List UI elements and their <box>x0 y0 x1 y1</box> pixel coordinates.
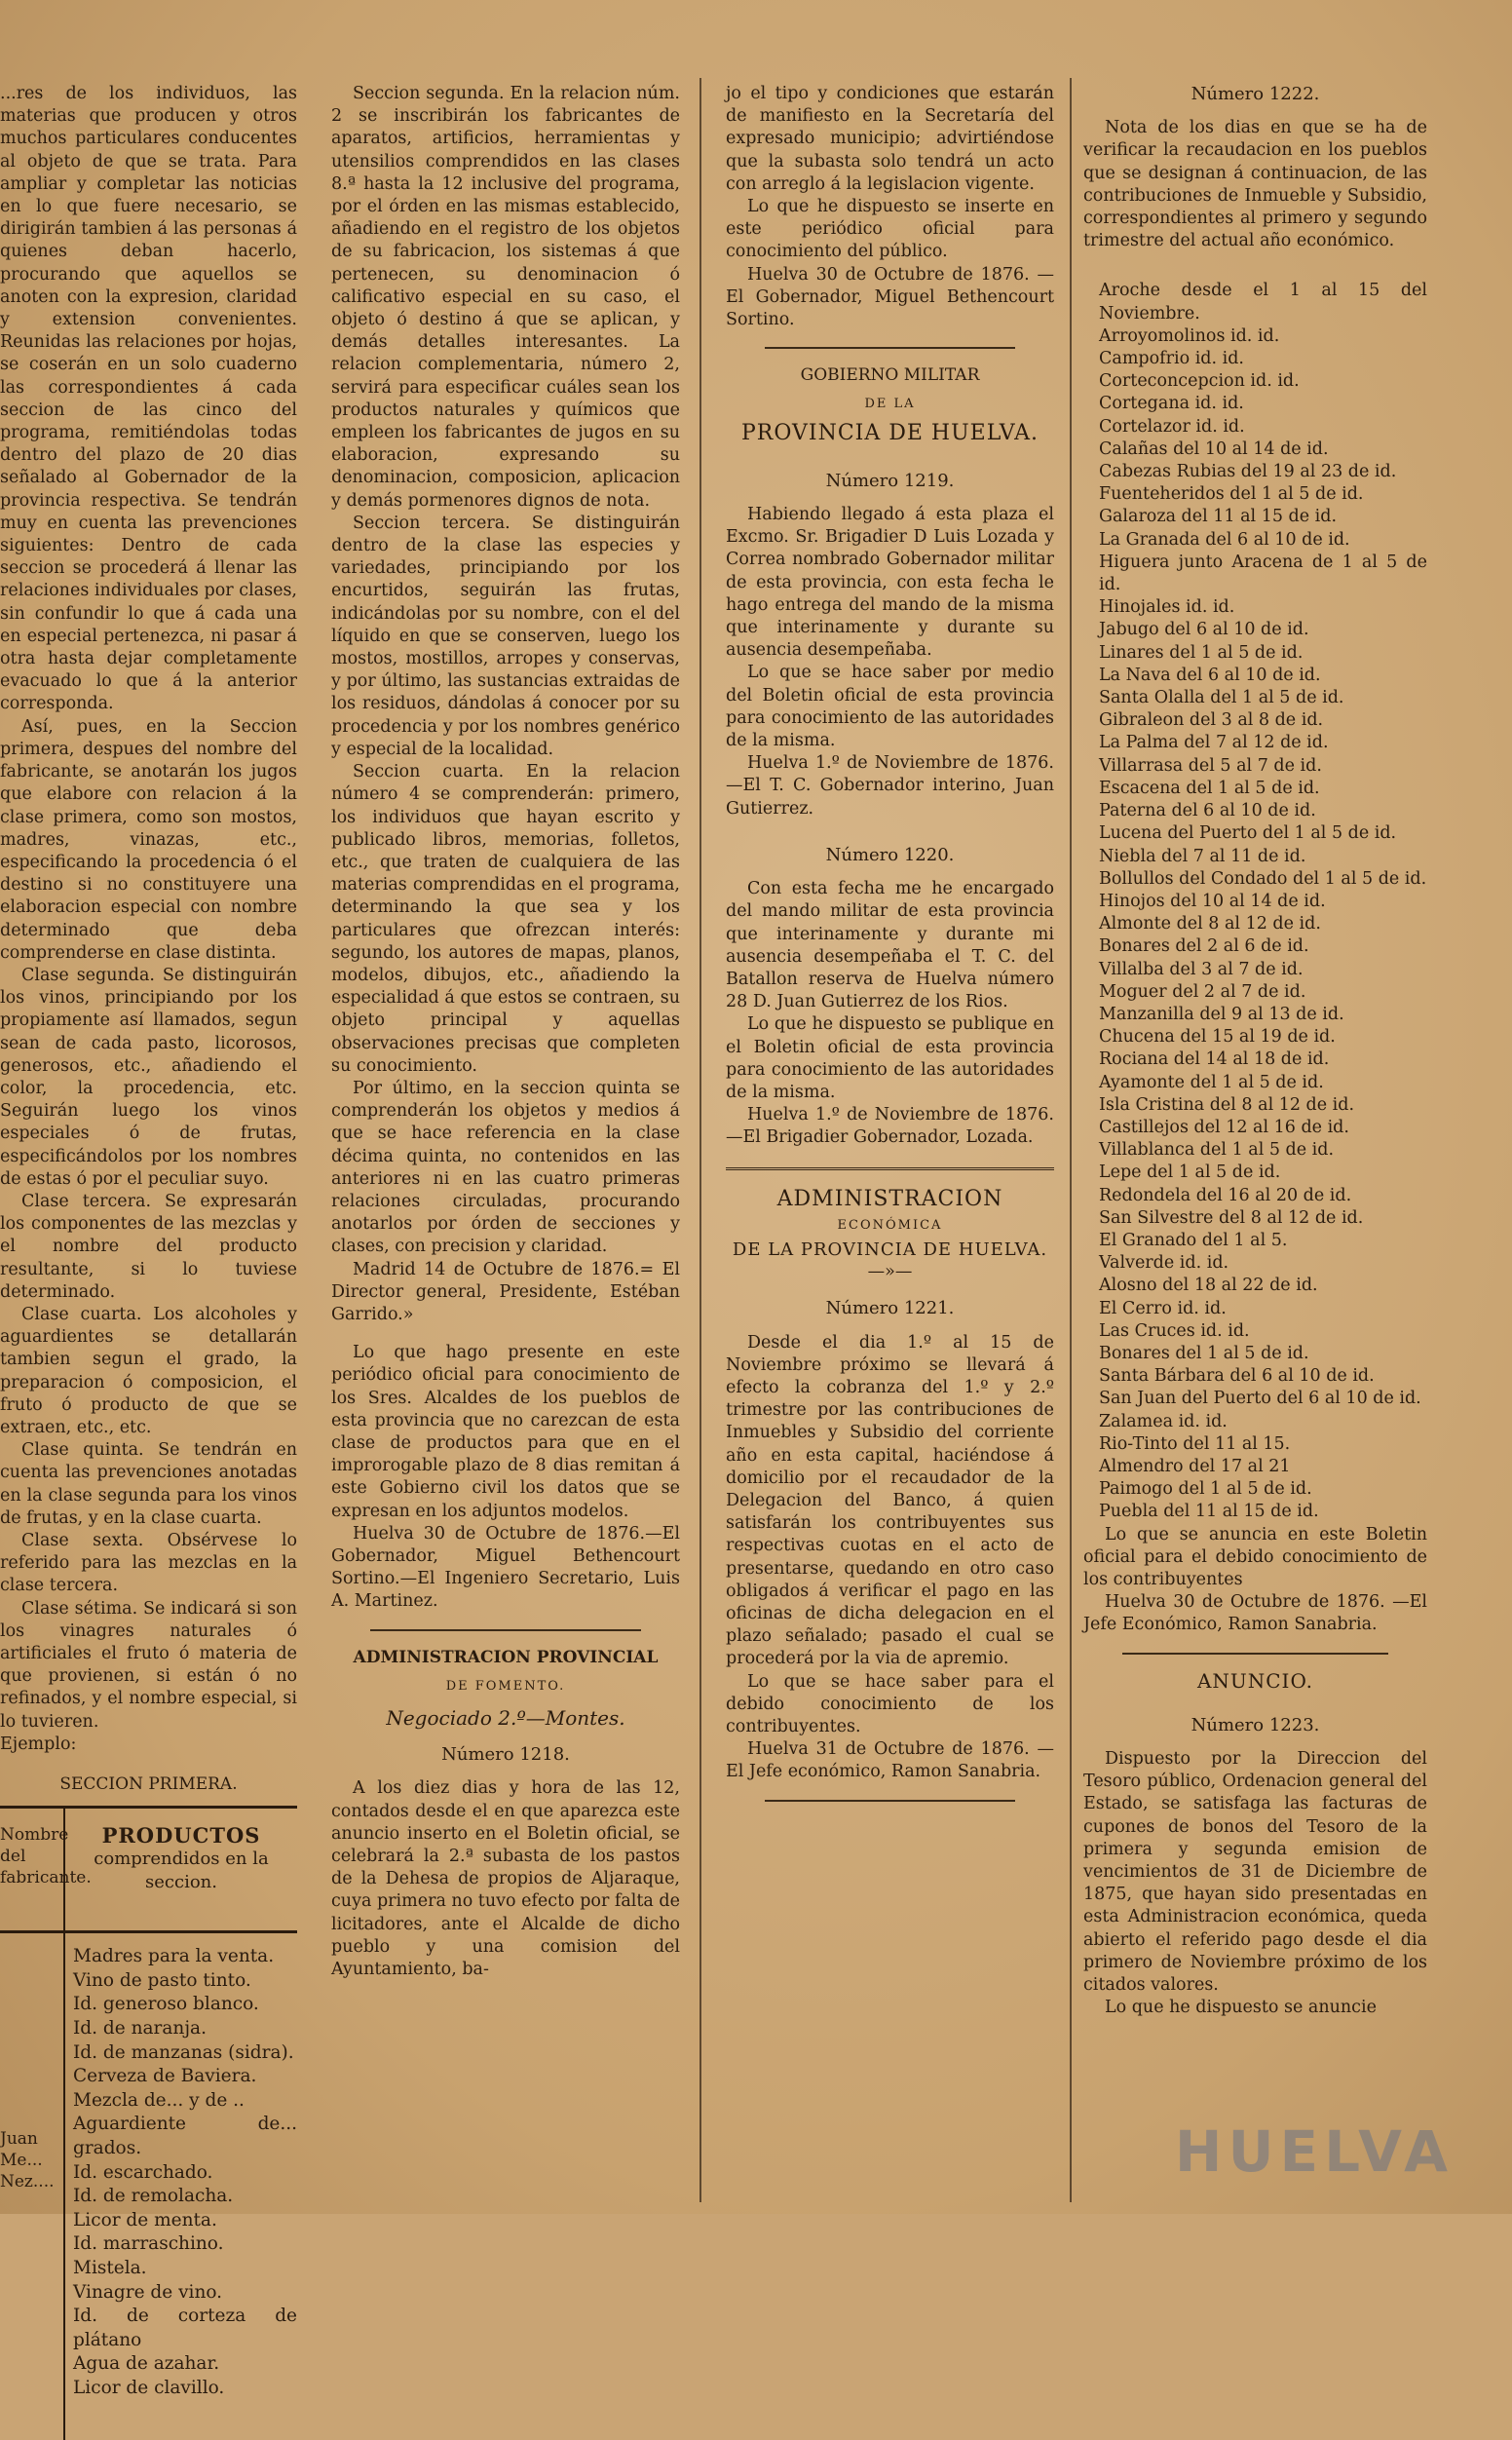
pueblo-item: Bonares del 1 al 5 de id. <box>1099 1343 1309 1363</box>
products-header-sub: comprendidos en la seccion. <box>94 1849 269 1893</box>
paragraph: Clase segunda. Se distinguirán los vinos, principiando por los propiamente así llamados, segun sean de cada pasto, licorosos, generosos, etc., añadiendo el color, la procedencia, etc. Seguirán luego los vinos especiales ó de frutas, especificándolos por los nombres de estas ó por el peculiar suyo. <box>0 965 297 1189</box>
pueblo-item: Paimogo del 1 al 5 de id. <box>1099 1479 1312 1500</box>
paragraph: Lo que se hace saber por medio del Boletin oficial de esta provincia para conocimiento de las autoridades de la misma. <box>726 663 1054 751</box>
product-item: Id. de corteza de plátano <box>73 2306 297 2350</box>
table-header <box>0 1806 297 1933</box>
pueblo-item: La Nava del 6 al 10 de id. <box>1099 665 1321 685</box>
pueblo-item: Las Cruces id. id. <box>1099 1320 1250 1341</box>
notice-number: Número 1221. <box>825 1298 955 1319</box>
example-label: Ejemplo: <box>0 1734 77 1754</box>
paragraph: Clase sexta. Obsérvese lo referido para las mezclas en la clase tercera. <box>0 1531 297 1596</box>
column-rule <box>1070 78 1072 2202</box>
product-item: Id. de naranja. <box>73 2018 207 2040</box>
paragraph: Seccion tercera. Se distinguirán dentro de la clase las especies y variedades, principiando por los encurtidos, seguirán las frutas, indicándolas por su nombre, con el del líquido en que se conserven, luego los mostos, mostillos, arropes y conservas, y por último, las sustancias extraidas de los residuos, dándolas á conocer por su procedencia y por los nombres genérico y especial de la localidad. <box>331 513 680 759</box>
products-header-title: PRODUCTOS <box>101 1823 261 1849</box>
pueblo-item: Rio-Tinto del 11 al 15. <box>1099 1433 1291 1454</box>
pueblo-item: Niebla del 7 al 11 de id. <box>1099 846 1306 866</box>
column-rule <box>699 78 701 2202</box>
product-item: Agua de azahar. <box>73 2353 220 2375</box>
fomento-title: ADMINISTRACION PROVINCIAL <box>353 1647 659 1667</box>
pueblo-item: Zalamea id. id. <box>1099 1411 1228 1431</box>
paragraph: Lo que hago presente en este periódico oficial para conocimiento de los Sres. Alcaldes de los pueblos de esta provincia que no carezcan de esta clase de productos para que en el improrogable plazo de 8 dias remitan á este Gobierno civil los datos que se expresan en los adjuntos modelos. <box>331 1343 680 1521</box>
section-title: SECCION PRIMERA. <box>59 1774 238 1795</box>
notice-number: Número 1223. <box>1191 1714 1320 1735</box>
paragraph: Lo que se hace saber para el debido conocimiento de los contribuyentes. <box>726 1671 1054 1736</box>
pueblo-item: Cortegana id. id. <box>1099 394 1244 414</box>
pueblo-item: Almonte del 8 al 12 de id. <box>1099 914 1321 934</box>
product-item: Vinagre de vino. <box>73 2281 223 2303</box>
pueblo-item: Lucena del Puerto del 1 al 5 de id. <box>1099 823 1397 844</box>
product-item: Id. de remolacha. <box>73 2186 234 2207</box>
pueblo-item: Aroche desde el 1 al 15 del Noviembre. <box>1099 281 1427 324</box>
pueblo-item: La Palma del 7 al 12 de id. <box>1099 733 1329 753</box>
fomento-subtitle: DE FOMENTO. <box>445 1678 566 1694</box>
column-3 <box>726 83 1054 1817</box>
pueblo-item: Santa Bárbara del 6 al 10 de id. <box>1099 1366 1375 1387</box>
paragraph: Así, pues, en la Seccion primera, despues del nombre del fabricante, se anotarán los jugos que elabore con relacion á la clase primera, como son mostos, madres, vinazas, etc., especificando la procedencia ó el destino si no constituyere una elaboracion especial con nombre determinado que deba comprenderse en clase distinta. <box>0 716 297 963</box>
signature: Huelva 1.º de Noviembre de 1876.—El Brigadier Gobernador, Lozada. <box>726 1105 1054 1148</box>
pueblo-item: Cortelazor id. id. <box>1099 416 1245 437</box>
paragraph: Madrid 14 de Octubre de 1876.= El Director general, Presidente, Estéban Garrido.» <box>331 1259 680 1324</box>
products-table <box>0 1806 297 2440</box>
paragraph: Clase cuarta. Los alcoholes y aguardientes se detallarán tambien segun el grado, la preparacion ó composicion, el fruto ó producto de que se extraen, etc., etc. <box>0 1304 297 1437</box>
notice-number: Número 1222. <box>1191 84 1320 104</box>
pueblo-item: San Juan del Puerto del 6 al 10 de id. <box>1099 1389 1421 1409</box>
pueblo-item: El Granado del 1 al 5. <box>1099 1230 1288 1250</box>
product-item: Madres para la venta. <box>73 1946 275 1967</box>
anuncio-title: ANUNCIO. <box>1196 1668 1314 1693</box>
paragraph: Lo que he dispuesto se inserte en este periódico oficial para conocimiento del público. <box>726 197 1054 262</box>
column-4 <box>1083 83 1427 2019</box>
product-item: Mezcla de... y de .. <box>73 2089 245 2111</box>
product-item: Licor de clavillo. <box>73 2377 225 2398</box>
pueblo-item: Manzanilla del 9 al 13 de id. <box>1099 1004 1344 1024</box>
separator <box>765 347 1015 349</box>
pueblo-item: Cabezas Rubias del 19 al 23 de id. <box>1099 462 1397 482</box>
pueblo-item: Fuenteheridos del 1 al 5 de id. <box>1099 484 1364 505</box>
pueblo-item: Villablanca del 1 al 5 de id. <box>1099 1140 1335 1161</box>
provincia-title: PROVINCIA DE HUELVA. <box>740 420 1039 445</box>
pueblo-item: Arroyomolinos id. id. <box>1099 325 1280 346</box>
fabricante-name: Juan Me... Nez.... <box>0 1933 65 2440</box>
pueblo-item: La Granada del 6 al 10 de id. <box>1099 529 1350 550</box>
pueblo-item: Rociana del 14 al 18 de id. <box>1099 1049 1330 1070</box>
pueblo-item: Linares del 1 al 5 de id. <box>1099 642 1304 663</box>
separator <box>370 1629 641 1631</box>
product-item: Id. de manzanas (sidra). <box>73 2041 294 2063</box>
notice-number: Número 1218. <box>441 1744 570 1766</box>
separator <box>1122 1653 1388 1655</box>
pueblo-item: Calañas del 10 al 14 de id. <box>1099 438 1329 459</box>
administracion-title: ADMINISTRACION <box>776 1186 1003 1211</box>
pueblos-list <box>1083 280 1427 1523</box>
economica-label: ECONÓMICA <box>837 1217 943 1233</box>
pueblo-item: Valverde id. id. <box>1099 1253 1229 1274</box>
negociado-title: Negociado 2.º—Montes. <box>386 1706 625 1731</box>
signature: Huelva 1.º de Noviembre de 1876.—El T. C. Gobernador interino, Juan Gutierrez. <box>726 753 1054 819</box>
paragraph: Clase tercera. Se expresarán los componentes de las mezclas y el nombre del producto resultante, si lo tuviese determinado. <box>0 1191 297 1302</box>
pueblo-item: Lepe del 1 al 5 de id. <box>1099 1163 1281 1183</box>
pueblo-item: Santa Olalla del 1 al 5 de id. <box>1099 688 1344 708</box>
pueblo-item: Puebla del 11 al 15 de id. <box>1099 1502 1319 1522</box>
paragraph: Clase quinta. Se tendrán en cuenta las prevenciones anotadas en la clase segunda para los vinos de frutas, y en la clase cuarta. <box>0 1440 297 1528</box>
column-1 <box>0 83 297 2440</box>
pueblo-item: Hinojales id. id. <box>1099 597 1235 618</box>
paragraph: Lo que he dispuesto se anuncie <box>1105 1998 1377 2018</box>
de-la-label: DE LA <box>864 397 916 412</box>
paragraph: Por último, en la seccion quinta se comprenderán los objetos y medios á que se hace referencia en la clase décima quinta, no contenidos en las anteriores ni en las cuatro primeras relaciones circuladas, procurando anotarlos por órden de secciones y clases, con precision y claridad. <box>331 1078 680 1257</box>
product-item: Mistela. <box>73 2257 147 2278</box>
pueblo-item: Chucena del 15 al 19 de id. <box>1099 1027 1336 1048</box>
archive-watermark: HUELVA <box>1174 2118 1454 2185</box>
notice-number: Número 1220. <box>825 844 955 865</box>
product-item: Id. generoso blanco. <box>73 1994 259 2015</box>
signature: Huelva 30 de Octubre de 1876. —El Jefe Económico, Ramon Sanabria. <box>1083 1592 1427 1635</box>
pueblo-item: El Cerro id. id. <box>1099 1298 1227 1318</box>
gobierno-militar-title: GOBIERNO MILITAR <box>800 365 980 386</box>
provincia-subtitle: DE LA PROVINCIA DE HUELVA. <box>732 1239 1048 1260</box>
fabricante-header: Nombre del fabricante. <box>0 1809 65 1930</box>
paragraph: Lo que he dispuesto se publique en el Boletin oficial de esta provincia para conocimiento de las autoridades de la misma. <box>726 1014 1054 1102</box>
pueblo-item: Gibraleon del 3 al 8 de id. <box>1099 710 1324 731</box>
product-item: Id. escarchado. <box>73 2161 213 2183</box>
signature: Huelva 30 de Octubre de 1876.—El Gobernador, Miguel Bethencourt Sortino.—El Ingeniero Secretario, Luis A. Martinez. <box>331 1523 680 1612</box>
paragraph: A los diez dias y hora de las 12, contados desde el en que aparezca este anuncio inserto en el Boletin oficial, se celebrará la 2.ª subasta de los pastos de la Dehesa de propios de Aljaraque, cuya primera no tuvo efecto por falta de licitadores, ante el Alcalde de dicho pueblo y una comision del Ayuntamiento, ba- <box>331 1778 680 1980</box>
pueblo-item: Hinojos del 10 al 14 de id. <box>1099 891 1326 911</box>
table-body <box>0 1933 297 2440</box>
pueblo-item: Paterna del 6 al 10 de id. <box>1099 801 1316 821</box>
paragraph: Lo que se anuncia en este Boletin oficial para el debido conocimiento de los contribuyentes <box>1083 1524 1427 1589</box>
pueblo-item: Almendro del 17 al 21 <box>1099 1456 1291 1476</box>
pueblo-item: Castillejos del 12 al 16 de id. <box>1099 1117 1349 1137</box>
pueblo-item: Campofrio id. id. <box>1099 349 1244 369</box>
pueblo-item: Villarrasa del 5 al 7 de id. <box>1099 755 1322 776</box>
signature: Huelva 31 de Octubre de 1876. —El Jefe económico, Ramon Sanabria. <box>726 1739 1054 1782</box>
pueblo-item: Villalba del 3 al 7 de id. <box>1099 959 1304 979</box>
product-item: Id. marraschino. <box>73 2233 224 2255</box>
pueblo-item: Moguer del 2 al 7 de id. <box>1099 981 1306 1002</box>
ornament: —»— <box>867 1262 913 1282</box>
notice-number: Número 1219. <box>825 470 955 491</box>
pueblo-item: Bonares del 2 al 6 de id. <box>1099 936 1309 957</box>
column-2 <box>331 83 680 1981</box>
product-item: Cerveza de Baviera. <box>73 2066 257 2087</box>
pueblo-item: Bollullos del Condado del 1 al 5 de id. <box>1099 868 1427 889</box>
pueblo-item: Escacena del 1 al 5 de id. <box>1099 778 1320 798</box>
products-header <box>65 1809 297 1930</box>
paragraph: Habiendo llegado á esta plaza el Excmo. Sr. Brigadier D Luis Lozada y Correa nombrado Gobernador militar de esta provincia, con esta fecha le hago entrega del mando de la misma que interinamente y durante su ausencia desempeñaba. <box>726 505 1054 661</box>
paragraph: jo el tipo y condiciones que estarán de manifiesto en la Secretaría del expresado municipio; advirtiéndose que la subasta solo tendrá un acto con arreglo á la legislacion vigente. <box>726 84 1054 194</box>
product-item: Aguardiente de... grados. <box>73 2114 297 2158</box>
pueblo-item: Jabugo del 6 al 10 de id. <box>1099 620 1309 640</box>
pueblo-item: Galaroza del 11 al 15 de id. <box>1099 507 1338 527</box>
pueblo-item: Corteconcepcion id. id. <box>1099 371 1300 392</box>
pueblo-item: Ayamonte del 1 al 5 de id. <box>1099 1072 1324 1092</box>
signature: Huelva 30 de Octubre de 1876. —El Gobernador, Miguel Bethencourt Sortino. <box>726 264 1054 330</box>
paragraph: Desde el dia 1.º al 15 de Noviembre próximo se llevará á efecto la cobranza del 1.º y 2.º trimestre por las contribuciones de Inmuebles y Subsidio del corriente año en esta capital, haciéndose á domicilio por el recaudador de la Delegacion del Banco, á quien satisfarán los contribuyentes sus respectivas cuotas en el acto de presentarse, quedando en otro caso obligados á verificar el pago en las oficinas de dicha delegacion en el plazo señalado; pasado el cual se procederá por la via de apremio. <box>726 1332 1054 1669</box>
paragraph: ...res de los individuos, las materias que producen y otros muchos particulares conducentes al objeto de que se trata. Para ampliar y completar las noticias en lo que fuere necesario, se dirigirán tambien á las personas á quienes deban hacerlo, procurando que aquellos se anoten con la expresion, claridad y extension convenientes. Reunidas las relaciones por hojas, se coserán en un solo cuaderno las correspondientes á cada seccion de las cinco del programa, remitiéndolas todas dentro del plazo de 20 dias señalado al Gobernador de la provincia respectiva. Se tendrán muy en cuenta las prevenciones siguientes: Dentro de cada seccion se procederá á llenar las relaciones individuales por clases, sin confundir lo que á cada una en especial pertenezca, ni pasar á otra hasta dejar completamente evacuado lo que á la anterior corresponda. <box>0 84 297 714</box>
paragraph: Dispuesto por la Direccion del Tesoro público, Ordenacion general del Estado, se satisfaga las facturas de cupones de bonos del Tesoro de la primera y segunda emision de vencimientos de 31 de Diciembre de 1875, que hayan sido presentadas en esta Administracion económica, queda abierto el referido pago desde el dia primero de Noviembre próximo de los citados valores. <box>1083 1749 1427 1996</box>
pueblo-item: Alosno del 18 al 22 de id. <box>1099 1276 1318 1296</box>
paragraph: Seccion segunda. En la relacion núm. 2 se inscribirán los fabricantes de aparatos, artificios, herramientas y utensilios comprendidos en las clases 8.ª hasta la 12 inclusive del programa, por el órden en las mismas establecido, añadiendo en el registro de los objetos de su fabricacion, los sistemas á que pertenecen, su denominacion ó calificativo especial en su caso, el objeto ó destino á que se aplican, y demás detalles interesantes. La relacion complementaria, número 2, servirá para especificar cuáles sean los productos naturales y químicos que empleen los fabricantes de jugos en su elaboracion, expresando su denominacion, composicion, aplicacion y demás pormenores dignos de nota. <box>331 84 680 511</box>
product-item: Vino de pasto tinto. <box>73 1969 251 1991</box>
paragraph: Clase sétima. Se indicará si son los vinagres naturales ó artificiales el fruto ó materia de que provienen, si están ó no refinados, y el nombre especial, si lo tuvieren. <box>0 1598 297 1732</box>
products-list <box>65 1933 297 2440</box>
paragraph: Seccion cuarta. En la relacion número 4 se comprenderán: primero, los individuos que hayan escrito y publicado libros, memorias, folletos, etc., que traten de cualquiera de las materias comprendidas en el programa, determinando la que sea y los particulares que ofrezcan interés: segundo, los autores de mapas, planos, modelos, dibujos, etc., añadiendo la especialidad á que estos se contraen, su objeto principal y aquellas observaciones precisas que completen su conocimiento. <box>331 762 680 1076</box>
separator <box>726 1167 1054 1170</box>
pueblo-item: Higuera junto Aracena de 1 al 5 de id. <box>1099 552 1427 595</box>
pueblo-item: Isla Cristina del 8 al 12 de id. <box>1099 1094 1355 1115</box>
pueblo-item: Redondela del 16 al 20 de id. <box>1099 1185 1352 1205</box>
paragraph: Con esta fecha me he encargado del mando militar de esta provincia que interinamente y durante mi ausencia desempeñaba el T. C. del Batallon reserva de Huelva número 28 D. Juan Gutierrez de los Rios. <box>726 879 1054 1012</box>
separator <box>765 1800 1015 1802</box>
pueblo-item: San Silvestre del 8 al 12 de id. <box>1099 1207 1364 1228</box>
product-item: Licor de menta. <box>73 2209 217 2230</box>
paragraph: Nota de los dias en que se ha de verificar la recaudacion en los pueblos que se designan á continuacion, de las contribuciones de Inmueble y Subsidio, correspondientes al primero y segundo trimestre del actual año económico. <box>1083 118 1427 251</box>
